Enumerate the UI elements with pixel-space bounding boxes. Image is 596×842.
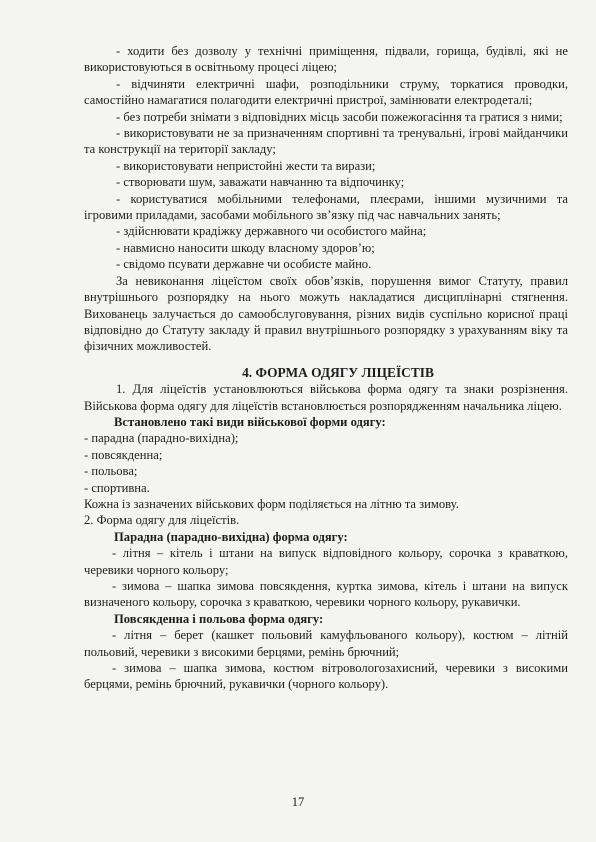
- daily-uniform-item: - літня – берет (кашкет польовий камуфльованого кольору), костюм – літній польовий, черевики з високими берцями, ремінь брючний;: [84, 628, 568, 659]
- parade-uniform-item: - зимова – шапка зимова повсякдення, куртка зимова, кітель і штани на випуск визначеного кольору, сорочка з краваткою, черевики чорного кольору, рукавички.: [84, 579, 568, 610]
- parade-uniform-label: Парадна (парадно-вихідна) форма одягу:: [114, 529, 348, 544]
- page-number: 17: [291, 795, 305, 809]
- daily-uniform-item: - зимова – шапка зимова, костюм вітровологозахисний, черевики з високими берцями, ремінь брючний, рукавички (чорного кольору).: [84, 661, 568, 692]
- uniform-type-item: - повсякденна;: [84, 447, 163, 462]
- section-gap: [84, 355, 568, 365]
- parade-uniform-item: - літня – кітель і штани на випуск відповідного кольору, сорочка з краваткою, черевики чорного кольору;: [84, 546, 568, 577]
- page-body: [84, 43, 568, 693]
- rule-item: - свідомо псувати державне чи особисте майно.: [116, 257, 372, 272]
- section-paragraph-2: 2. Форма одягу для ліцеїстів.: [84, 513, 240, 528]
- uniform-type-item: - польова;: [84, 464, 138, 479]
- rule-item: - ходити без дозволу у технічні приміщення, підвали, горища, будівлі, які не використовуються в освітньому процесі ліцею;: [84, 44, 568, 75]
- rule-item: - створювати шум, заважати навчанню та відпочинку;: [116, 175, 405, 190]
- rule-item: - без потреби знімати з відповідних місць засоби пожежогасіння та гратися з ними;: [116, 109, 563, 124]
- section-heading: 4. ФОРМА ОДЯГУ ЛІЦЕЇСТІВ: [242, 364, 434, 380]
- sanctions-paragraph: За невиконання ліцеїстом своїх обов’язків, порушення вимог Статуту, правил внутрішнього розпорядку на нього можуть накладатися дисциплінарні стягнення. Вихованець залучається до самообслуговування, різних видів суспільно корисної праці відповідно до Статуту закладу й правил внутрішнього розпорядку з урахуванням віку та фізичних можливостей.: [84, 273, 568, 354]
- rule-item: - користуватися мобільними телефонами, плеєрами, іншими музичними та ігровими приладами, засобами мобільного зв’язку під час навчальних занять;: [84, 191, 568, 223]
- uniform-type-item: - парадна (парадно-вихідна);: [84, 431, 239, 446]
- rule-item: - здійснювати крадіжку державного чи особистого майна;: [116, 224, 427, 239]
- uniform-types-label: Встановлено такі види військової форми одягу:: [114, 414, 386, 429]
- section-paragraph-1: 1. Для ліцеїстів установлюються військова форма одягу та знаки розрізнення. Військова форма одягу для ліцеїстів встановлюється розпорядженням начальника ліцею.: [84, 382, 568, 413]
- daily-uniform-label: Повсякденна і польова форма одягу:: [114, 611, 324, 626]
- rule-item: - використовувати непристойні жести та вирази;: [116, 158, 376, 173]
- rule-item: - навмисно наносити шкоду власному здоров’ю;: [116, 240, 375, 255]
- uniform-type-item: - спортивна.: [84, 480, 150, 495]
- rule-item: - відчиняти електричні шафи, розподільники струму, торкатися проводки, самостійно намагатися полагодити електричні пристрої, замінювати електродеталі;: [84, 76, 568, 108]
- rule-item: - використовувати не за призначенням спортивні та тренувальні, ігрові майданчики та конструкції на території закладу;: [84, 126, 568, 157]
- uniform-types-note: Кожна із зазначених військових форм поділяється на літню та зимову.: [84, 496, 459, 511]
